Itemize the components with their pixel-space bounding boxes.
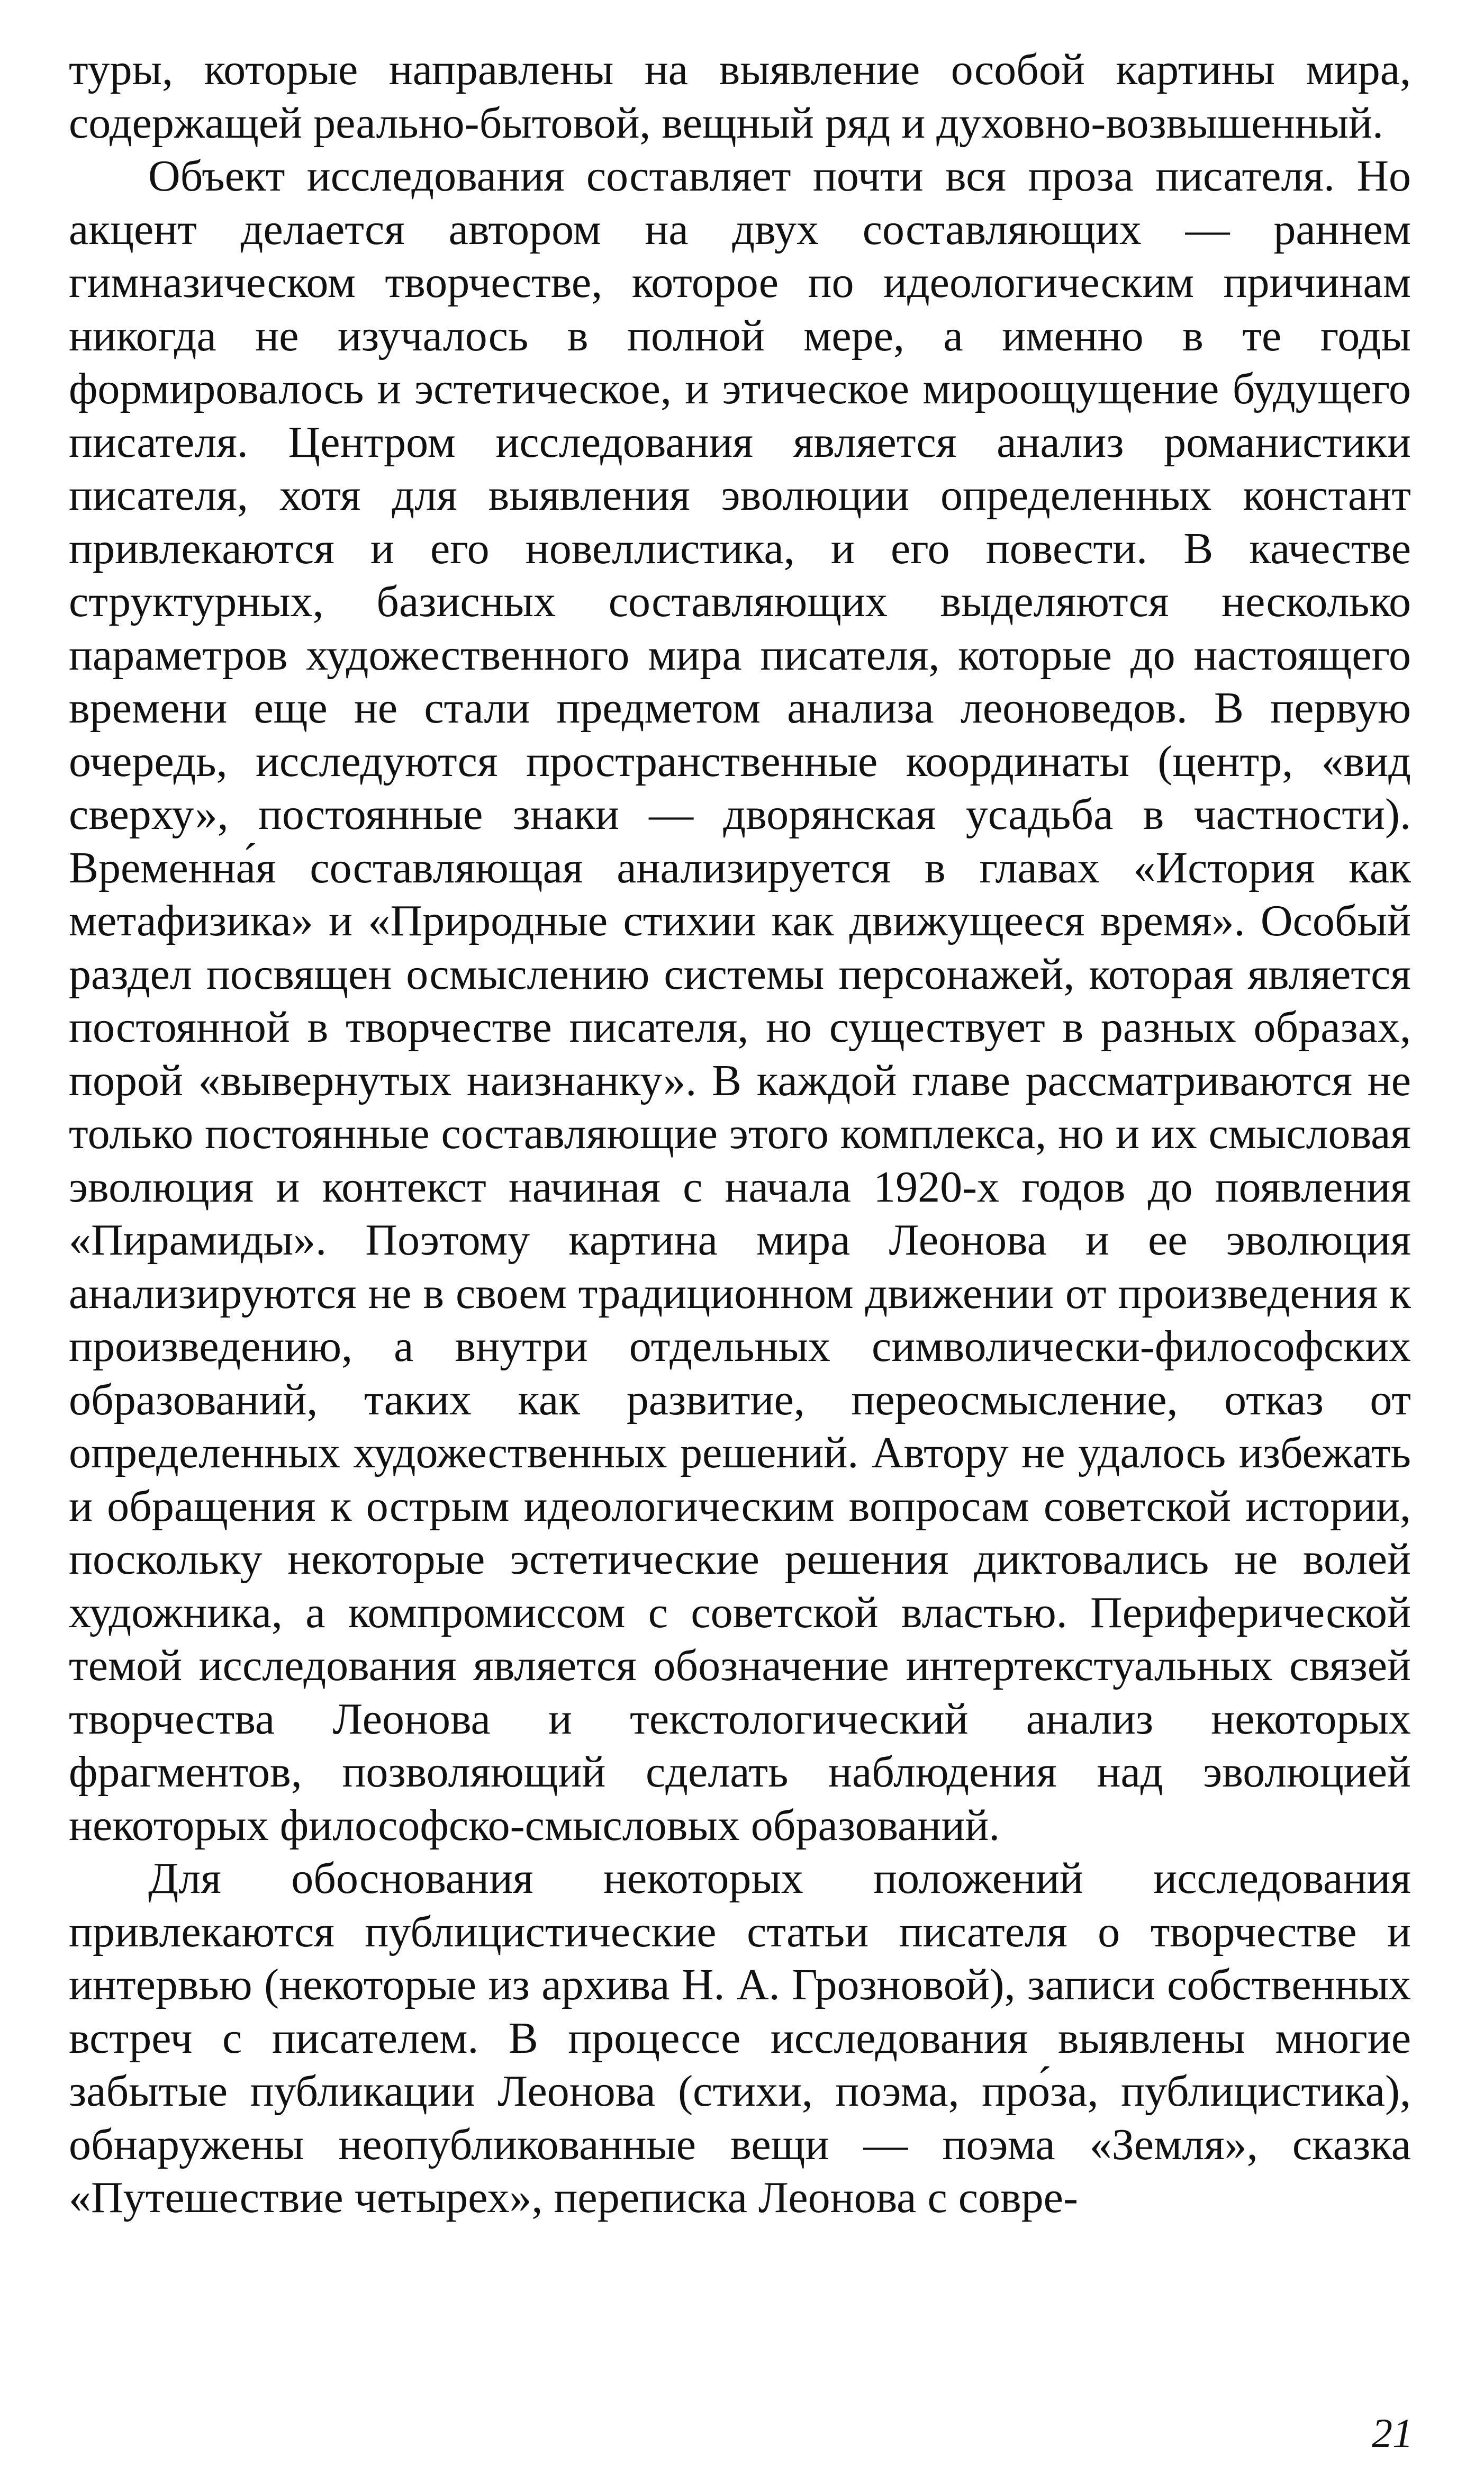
body-text <box>69 43 1411 2225</box>
paragraph-2: Объект исследования составляет почти вся проза писателя. Но акцент делается автором на двух составляющих — раннем гимназическом творчестве, которое по идеологическим причинам никогда не изучалось в полной мере, а именно в те годы формировалось и эстетическое, и этическое мироощущение будущего писателя. Центром исследования является анализ романистики писателя, хотя для выявления эволюции определенных констант привлекаются и его новеллистика, и его повести. В качестве структурных, базисных составляющих выделяются несколько параметров художественного мира писателя, которые до настоящего времени еще не стали предметом анализа леоноведов. В первую очередь, исследуются пространственные координаты (центр, «вид сверху», постоянные знаки — дворянская усадьба в частности). Временна́я составляющая анализируется в главах «История как метафизика» и «Природные стихии как движущееся время». Особый раздел посвящен осмыслению системы персонажей, которая является постоянной в творчестве писателя, но существует в разных образах, порой «вывернутых наизнанку». В каждой главе рассматриваются не только постоянные составляющие этого комплекса, но и их смысловая эволюция и контекст начиная с начала 1920-х годов до появления «Пирамиды». Поэтому картина мира Леонова и ее эволюция анализируются не в своем традиционном движении от произведения к произведению, а внутри отдельных символически-философских образований, таких как развитие, переосмысление, отказ от определенных художественных решений. Автору не удалось избежать и обращения к острым идеологическим вопросам советской истории, поскольку некоторые эстетические решения диктовались не волей художника, а компромиссом с советской властью. Периферической темой исследования является обозначение интертекстуальных связей творчества Леонова и текстологический анализ некоторых фрагментов, позволяющий сделать наблюдения над эволюцией некоторых философско-смысловых образований. <box>69 151 1411 1850</box>
paragraph-1: туры, которые направлены на выявление особой картины мира, содержащей реально-бытовой, вещный ряд и духовно-возвышенный. <box>69 45 1411 148</box>
page-number: 21 <box>1372 2410 1413 2456</box>
paragraph-3: Для обоснования некоторых положений исследования привлекаются публицистические статьи писателя о творчестве и интервью (некоторые из архива Н. А. Грозновой), записи собственных встреч с писателем. В процессе исследования выявлены многие забытые публикации Леонова (стихи, поэма, про́за, публицистика), обнаружены неопубликованные вещи — поэма «Земля», сказка «Путешествие четырех», переписка Леонова с совре- <box>69 1854 1411 2222</box>
